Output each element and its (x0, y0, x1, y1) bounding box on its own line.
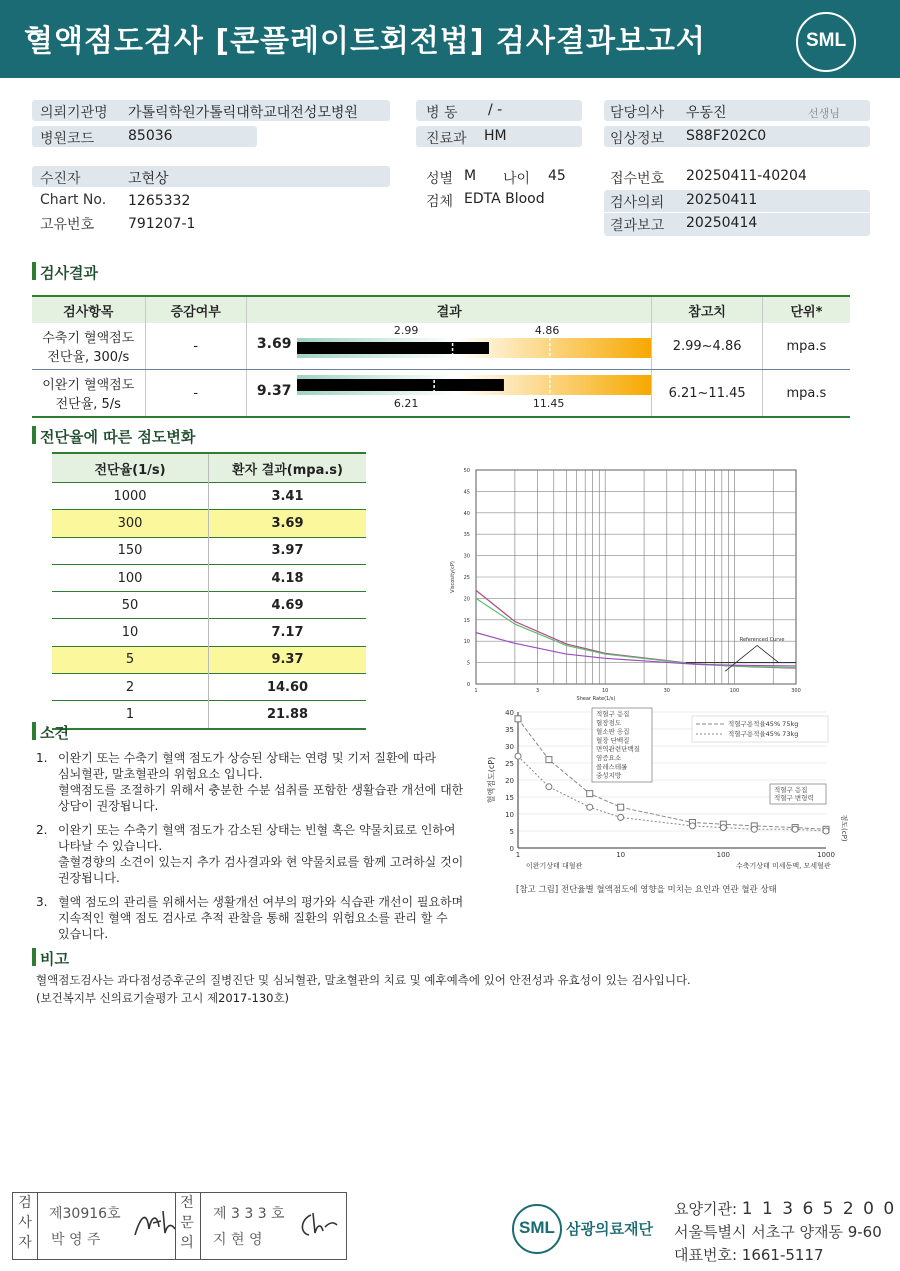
data-point (515, 753, 521, 759)
reference-chart (484, 704, 850, 900)
x-tick-label: 30 (663, 688, 671, 694)
report-value: 20250414 (686, 215, 758, 231)
col-change: 증감여부 (145, 296, 246, 323)
shear-row (52, 619, 366, 646)
y-tick-label: 10 (463, 639, 470, 646)
divider (37, 1193, 38, 1259)
opinion-line: 혈액점도를 조절하기 위해서 충분한 수분 섭취를 포함한 생활습관 개선에 대한 (58, 783, 464, 797)
request-label: 검사의뢰 (610, 195, 665, 211)
shear-row (52, 674, 366, 701)
shear-value: 4.18 (209, 564, 367, 591)
col-patient-value: 환자 결과(mpa.s) (209, 453, 367, 483)
age-label: 나이 (503, 171, 531, 187)
data-point (751, 826, 757, 832)
age-value: 45 (548, 168, 566, 184)
y-axis-label: Viscosity(cP) (450, 561, 456, 593)
shear-value: 21.88 (209, 701, 367, 729)
report-title: 혈액점도검사 [콘플레이트회전법] 검사결과보고서 (24, 24, 706, 59)
reception-value: 20250411-40204 (686, 168, 807, 184)
shear-row (52, 701, 366, 729)
viscosity-chart (440, 462, 810, 707)
opinion-line: 상담이 권장됩니다. (58, 799, 159, 813)
shear-value: 9.37 (209, 646, 367, 673)
tester-number: 제30916호 (49, 1206, 121, 1222)
care-label: 요양기관: (674, 1200, 738, 1218)
opinion-line: 지속적인 혈액 점도 검사로 추적 관찰을 통해 질환의 위험요소를 관리 할 수 (58, 911, 448, 925)
results-table (32, 295, 850, 418)
report-label: 결과보고 (610, 218, 665, 234)
y-tick-label: 30 (463, 553, 470, 560)
opinion-section-title: 소견 (40, 724, 69, 742)
divider (175, 1193, 176, 1259)
opinion-line: 이완기 또는 수축기 혈액 점도가 상승된 상태는 연령 및 기저 질환에 따라 (58, 751, 437, 765)
col-result: 결과 (246, 296, 652, 323)
shear-row (52, 564, 366, 591)
hospital-value: 가톨릭학원가톨릭대학교대전성모병원 (128, 105, 358, 121)
code-label: 병원코드 (40, 131, 95, 147)
x-tick-label: 1 (474, 688, 478, 694)
shear-section-bar (32, 426, 36, 444)
y-tick-label: 25 (505, 760, 514, 768)
result-gauge (297, 375, 651, 395)
factor-label: 면역관련단백질 (596, 745, 640, 754)
opinion-list (36, 750, 476, 940)
doctor-suffix: 선생님 (808, 107, 840, 120)
care-number: 1 1 3 6 5 2 0 0 (741, 1199, 897, 1219)
data-point (823, 828, 829, 834)
patient-label: 수진자 (40, 171, 81, 187)
shear-value: 7.17 (209, 619, 367, 646)
shear-section-title: 전단율에 따른 점도변화 (40, 428, 196, 446)
factor-label: 적혈구 변형력 (774, 794, 814, 802)
shear-row (52, 510, 366, 537)
result-item-line1: 수축기 혈액점도 (42, 331, 135, 346)
x-axis-label: Shear Rate(1/s) (576, 696, 616, 702)
result-reference: 2.99~4.86 (652, 323, 762, 370)
shear-row (52, 537, 366, 564)
org-logo-icon: SML (512, 1204, 562, 1254)
results-section-title: 검사결과 (40, 264, 98, 282)
shear-header-row (52, 453, 366, 483)
y-tick-label: 40 (463, 510, 470, 517)
clinical-label: 임상정보 (610, 131, 665, 147)
x-tick-label: 10 (616, 851, 626, 859)
org-address: 서울특별시 서초구 양재동 9-60 (674, 1223, 882, 1241)
org-name: 삼광의료재단 (566, 1220, 653, 1238)
result-value: 9.37 (256, 383, 292, 399)
specialist-number: 제 3 3 3 호 (213, 1206, 285, 1222)
result-unit: mpa.s (762, 323, 850, 370)
report-header (0, 0, 900, 78)
result-cell (246, 323, 652, 370)
x-tick-label: 3 (536, 688, 540, 694)
shear-value: 3.69 (209, 510, 367, 537)
result-reference: 6.21~11.45 (652, 370, 762, 418)
care-institution (674, 1198, 896, 1219)
divider (200, 1193, 201, 1259)
remarks-line2: (보건복지부 신의료기술평가 고시 제2017-130호) (36, 991, 290, 1005)
y-axis-label-right: 점도(cP) (840, 814, 848, 842)
shear-row (52, 646, 366, 673)
patient-value: 고현상 (128, 171, 169, 187)
col-item: 검사항목 (32, 296, 145, 323)
remarks-section-title: 비고 (40, 950, 69, 968)
opinion-section-bar (32, 722, 36, 740)
shear-rate: 1000 (52, 483, 209, 510)
factor-label: 중성지방 (596, 771, 622, 780)
x-tick-label: 100 (716, 851, 731, 859)
phone-number: 1661-5117 (741, 1246, 824, 1264)
sex-value: M (464, 168, 477, 184)
tester-label: 검 사 자 (18, 1195, 32, 1251)
hospital-label: 의뢰기관명 (40, 105, 108, 121)
doctor-label: 담당의사 (610, 105, 665, 121)
factor-label: 혈장 단백질 (596, 736, 630, 745)
shear-rate: 1 (52, 701, 209, 729)
opinion-line: 혈액 점도의 관리를 위해서는 생활개선 여부의 평가와 식습관 개선이 필요하며 (58, 895, 464, 909)
remarks-section-bar (32, 948, 36, 966)
gauge-value-bar (297, 342, 489, 354)
factor-label: 적혈구 응집 (596, 710, 630, 718)
result-item (32, 370, 145, 418)
sex-label: 성별 (426, 171, 454, 187)
ward-label: 병 동 (426, 105, 458, 121)
shear-value: 3.97 (209, 537, 367, 564)
specimen-value: EDTA Blood (464, 191, 545, 207)
opinion-number: 3. (36, 895, 48, 909)
y-tick-label: 30 (505, 743, 514, 751)
results-header-row (32, 296, 850, 323)
result-item (32, 323, 145, 370)
result-change: - (145, 323, 246, 370)
y-tick-label: 35 (505, 726, 514, 734)
shear-row (52, 592, 366, 619)
data-point (792, 826, 798, 832)
clinical-value: S88F202C0 (686, 128, 767, 144)
shear-table (52, 452, 366, 730)
doctor-value: 우동진 (686, 105, 727, 121)
ref-high-label: 11.45 (532, 397, 565, 410)
annotation-label: Referenced Curve (739, 637, 785, 644)
col-unit: 단위* (762, 296, 850, 323)
result-item-line2: 전단율, 5/s (55, 397, 121, 412)
uid-label: 고유번호 (40, 217, 95, 233)
factor-label: 혈소판 응집 (596, 727, 630, 736)
x-low-label: 이완기상태 대혈관 (526, 862, 583, 870)
factor-label: 염증요소 (596, 754, 622, 762)
opinion-number: 1. (36, 751, 48, 765)
result-change: - (145, 370, 246, 418)
result-value: 3.69 (256, 336, 292, 352)
y-tick-label: 15 (505, 794, 514, 802)
opinion-line: 나타날 수 있습니다. (58, 839, 163, 853)
sml-logo-icon: SML (796, 12, 856, 72)
shear-row (52, 483, 366, 510)
y-tick-label: 20 (463, 596, 470, 603)
remarks-line1: 혈액점도검사는 과다점성증후군의 질병진단 및 심뇌혈관, 말초혈관의 치료 및 예후예측에 있어 안전성과 유효성이 있는 검사입니다. (36, 973, 691, 987)
y-tick-label: 25 (463, 575, 470, 581)
y-tick-label: 5 (509, 828, 514, 836)
opinion-line: 출혈경향의 소견이 있는지 추가 검사결과와 현 약물치료를 함께 고려하실 것이 (58, 855, 464, 869)
data-point (587, 791, 593, 797)
col-rate: 전단율(1/s) (52, 453, 209, 483)
opinion-line: 이완기 또는 수축기 혈액 점도가 감소된 상태는 빈혈 혹은 약물치료로 인하여 (58, 823, 456, 837)
opinion-line: 심뇌혈관, 말초혈관의 위험요소 입니다. (58, 767, 263, 781)
shear-rate: 2 (52, 674, 209, 701)
ref-low-label: 6.21 (393, 397, 419, 410)
factor-label: 혈장점도 (596, 718, 622, 727)
request-value: 20250411 (686, 192, 758, 208)
shear-rate: 100 (52, 564, 209, 591)
y-tick-label: 0 (466, 682, 470, 688)
ref-low-label: 2.99 (393, 324, 419, 337)
x-tick-label: 10 (601, 688, 609, 694)
opinion-number: 2. (36, 823, 48, 837)
y-axis-label: 혈액점도(cP) (487, 756, 496, 804)
gauge-value-bar (297, 379, 504, 391)
chart-label: Chart No. (40, 192, 107, 208)
shear-value: 14.60 (209, 674, 367, 701)
x-tick-label: 1 (515, 851, 521, 859)
specimen-label: 검체 (426, 194, 454, 210)
factor-label: 콜레스테롤 (596, 762, 628, 771)
shear-rate: 50 (52, 592, 209, 619)
y-tick-label: 20 (505, 777, 514, 785)
result-gauge (297, 338, 651, 358)
x-tick-label: 100 (729, 688, 740, 694)
dept-value: HM (484, 128, 507, 144)
x-high-label: 수축기상태 미세동맥, 모세혈관 (736, 862, 831, 870)
y-tick-label: 50 (463, 468, 470, 474)
y-tick-label: 45 (463, 489, 470, 496)
y-tick-label: 10 (505, 811, 514, 819)
chart-value: 1265332 (128, 193, 191, 209)
chart-caption: [참고 그림] 전단율별 혈액점도에 영향을 미치는 요인과 연관 혈관 상태 (516, 885, 777, 895)
legend-label: 적혈구용적율45% 75kg (728, 720, 799, 728)
opinion-line: 있습니다. (58, 927, 109, 941)
shear-value: 3.41 (209, 483, 367, 510)
y-tick-label: 5 (466, 660, 470, 667)
code-value: 85036 (128, 128, 173, 144)
tester-name: 박 영 주 (51, 1232, 101, 1248)
y-tick-label: 15 (463, 617, 470, 624)
result-item-line1: 이완기 혈액점도 (42, 378, 135, 393)
shear-rate: 300 (52, 510, 209, 537)
results-row-diastolic (32, 370, 850, 418)
specialist-label: 전 문 의 (180, 1195, 194, 1251)
col-reference: 참고치 (652, 296, 762, 323)
reception-label: 접수번호 (610, 171, 665, 187)
y-tick-label: 40 (505, 709, 514, 717)
data-point (546, 757, 552, 763)
patient-row-bg (32, 166, 390, 187)
y-tick-label: 35 (463, 532, 470, 539)
result-unit: mpa.s (762, 370, 850, 418)
data-point (720, 825, 726, 831)
x-tick-label: 1000 (817, 851, 835, 859)
data-point (618, 814, 624, 820)
factor-label: 적혈구 응집 (774, 786, 808, 794)
dates-divider (604, 212, 870, 213)
data-point (515, 716, 521, 722)
shear-rate: 5 (52, 646, 209, 673)
ref-high-label: 4.86 (534, 324, 560, 337)
x-tick-label: 300 (791, 688, 801, 694)
legend-label: 적혈구용적율45% 73kg (728, 730, 799, 738)
data-point (618, 804, 624, 810)
shear-value: 4.69 (209, 592, 367, 619)
result-cell (246, 370, 652, 418)
ward-value: / - (488, 102, 503, 118)
tester-signature-icon (131, 1207, 177, 1241)
specialist-signature-icon (295, 1207, 341, 1241)
phone-label: 대표번호: (674, 1246, 738, 1264)
dept-label: 진료과 (426, 131, 467, 147)
results-row-systolic (32, 323, 850, 370)
data-point (546, 784, 552, 790)
uid-value: 791207-1 (128, 216, 196, 232)
data-point (689, 823, 695, 829)
opinion-line: 권장됩니다. (58, 871, 120, 885)
results-section-bar (32, 262, 36, 280)
shear-rate: 10 (52, 619, 209, 646)
result-item-line2: 전단율, 300/s (47, 350, 130, 365)
shear-rate: 150 (52, 537, 209, 564)
y-tick-label: 0 (509, 845, 514, 853)
org-phone (674, 1244, 824, 1265)
signature-box (12, 1192, 347, 1260)
specialist-name: 지 현 영 (213, 1232, 263, 1248)
data-point (587, 804, 593, 810)
